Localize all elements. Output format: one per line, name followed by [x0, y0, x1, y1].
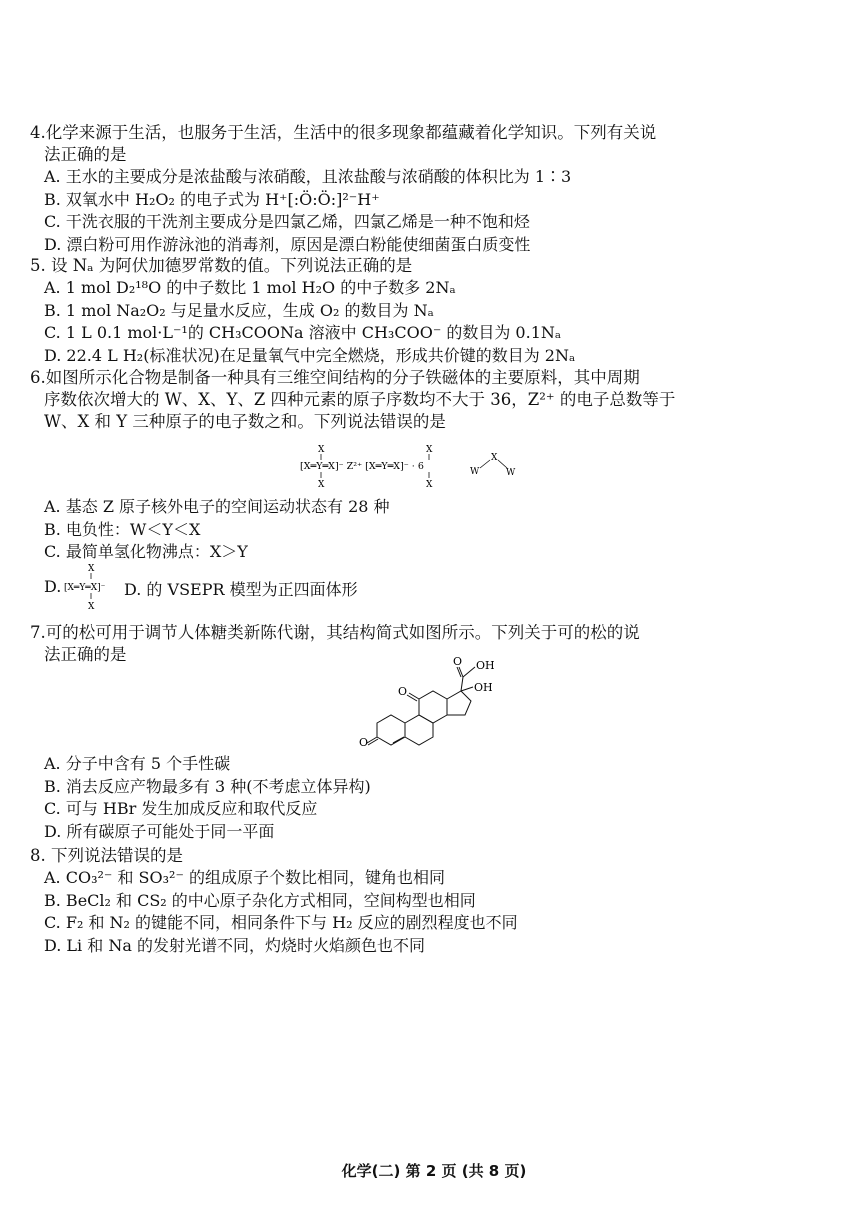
option-d: D. 漂白粉可用作游泳池的消毒剂，原因是漂白粉能使细菌蛋白质变性: [44, 234, 531, 254]
compound-structure-figure: [300, 440, 530, 492]
structure-label: X: [318, 445, 325, 455]
structure-label: [X═Y═X]⁻ Z²⁺ [X═Y═X]⁻ · 6: [300, 461, 424, 472]
option-d: D. 所有碳原子可能处于同一平面: [44, 821, 275, 841]
question-stem: 法正确的是: [44, 145, 127, 164]
page-footer: 化学(二) 第 2 页 (共 8 页): [341, 1162, 527, 1180]
svg-text:OH: OH: [474, 681, 493, 694]
svg-text:O: O: [398, 685, 408, 698]
option-b: B. 双氧水中 H₂O₂ 的电子式为 H⁺[:Ö:Ö:]²⁻H⁺: [44, 189, 380, 209]
option-c: C. F₂ 和 N₂ 的键能不同，相同条件下与 H₂ 反应的剧烈程度也不同: [44, 913, 518, 932]
svg-text:O: O: [359, 736, 369, 747]
question-stem: 4.化学来源于生活，也服务于生活，生活中的很多现象都蕴藏着化学知识。下列有关说: [30, 123, 657, 142]
option-a: A. 分子中含有 5 个手性碳: [44, 754, 231, 773]
option-d: D. X [X═Y═X]⁻ X D. 的 VSEPR 模型为正四面体形: [44, 564, 358, 612]
svg-text:[X═Y═X]⁻: [X═Y═X]⁻: [64, 583, 106, 593]
question-stem: 7.可的松可用于调节人体糖类新陈代谢，其结构简式如图所示。下列关于可的松的说: [30, 623, 640, 642]
svg-text:X: X: [88, 564, 95, 574]
question-stem: 序数依次增大的 W、X、Y、Z 四种元素的原子序数均不大于 36，Z²⁺ 的电子总数等于: [44, 390, 676, 409]
option-b: B. BeCl₂ 和 CS₂ 的中心原子杂化方式相同，空间构型也相同: [44, 890, 476, 910]
option-a: A. 基态 Z 原子核外电子的空间运动状态有 28 种: [44, 497, 390, 516]
option-d-text: D. 的 VSEPR 模型为正四面体形: [124, 580, 358, 599]
question-stem: 6.如图所示化合物是制备一种具有三维空间结构的分子铁磁体的主要原料，其中周期: [30, 368, 640, 387]
option-a: A. 1 mol D₂¹⁸O 的中子数比 1 mol H₂O 的中子数多 2Nₐ: [44, 278, 456, 297]
structure-label: W: [506, 468, 516, 478]
svg-text:X: X: [88, 602, 95, 612]
question-stem: 法正确的是: [44, 645, 127, 664]
option-a: A. 王水的主要成分是浓盐酸与浓硝酸，且浓盐酸与浓硝酸的体积比为 1∶3: [44, 167, 572, 186]
question-stem: W、X 和 Y 三种原子的电子数之和。下列说法错误的是: [44, 412, 446, 431]
question-5: [30, 255, 828, 367]
question-7-options: [30, 753, 828, 843]
option-c: C. 干洗衣服的干洗剂主要成分是四氯乙烯，四氯乙烯是一种不饱和烃: [44, 212, 530, 231]
structure-label: X: [491, 453, 498, 463]
question-stem: 8. 下列说法错误的是: [30, 846, 183, 865]
question-8: [30, 845, 828, 957]
question-6: [30, 367, 828, 433]
structure-label: W: [470, 467, 480, 477]
question-6-options: [30, 496, 828, 564]
option-b: B. 电负性：W＜Y＜X: [44, 519, 201, 539]
option-b: B. 消去反应产物最多有 3 种(不考虑立体异构): [44, 776, 371, 796]
option-c: C. 最简单氢化物沸点：X＞Y: [44, 542, 248, 561]
option-d: D. Li 和 Na 的发射光谱不同，灼烧时火焰颜色也不同: [44, 935, 425, 955]
option-d: D. 22.4 L H₂(标准状况)在足量氧气中完全燃烧，形成共价键的数目为 2Nₐ: [44, 345, 576, 365]
option-c: C. 1 L 0.1 mol·L⁻¹的 CH₃COONa 溶液中 CH₃COO⁻ 的数目为 0.1Nₐ: [44, 323, 562, 342]
question-stem: 5. 设 Nₐ 为阿伏加德罗常数的值。下列说法正确的是: [30, 256, 413, 275]
question-4: [30, 122, 828, 256]
option-c: C. 可与 HBr 发生加成反应和取代反应: [44, 799, 318, 818]
structure-label: X: [426, 445, 433, 455]
svg-text:OH: OH: [476, 659, 495, 672]
option-b: B. 1 mol Na₂O₂ 与足量水反应，生成 O₂ 的数目为 Nₐ: [44, 300, 434, 320]
structure-label: X: [426, 480, 433, 490]
ion-structure: [64, 562, 124, 612]
svg-text:O: O: [453, 655, 463, 668]
structure-label: X: [318, 480, 325, 490]
cortisone-structure-figure: [355, 655, 535, 747]
option-a: A. CO₃²⁻ 和 SO₃²⁻ 的组成原子个数比相同，键角也相同: [44, 868, 445, 887]
